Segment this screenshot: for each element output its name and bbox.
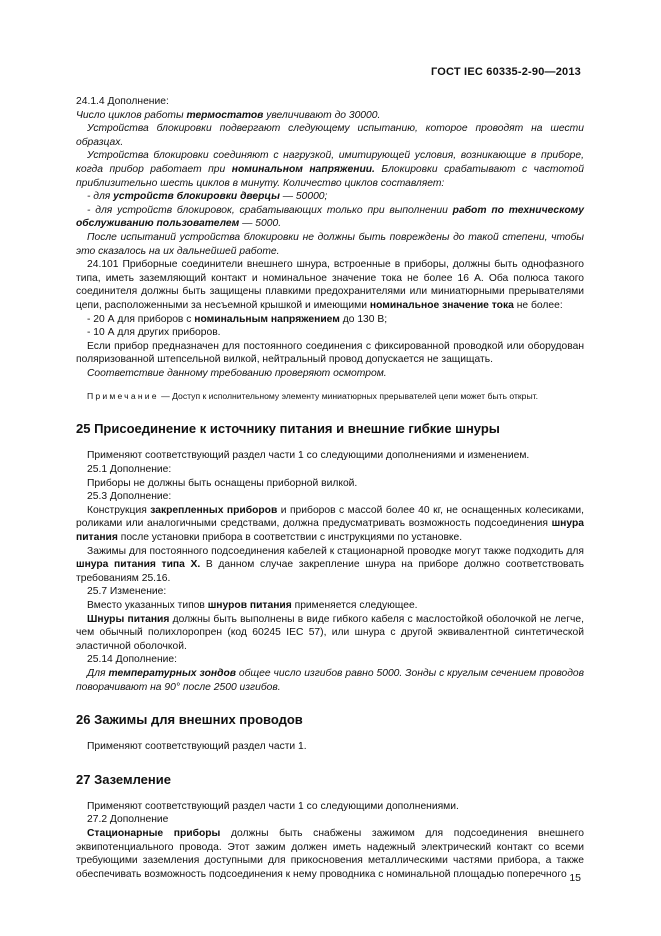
term-stationary-appliances: Стационарные приборы: [87, 827, 221, 839]
clause-25-3-text: [76, 504, 584, 545]
clause-25-14: 25.14 Дополнение:: [87, 654, 177, 666]
clause-25-3: 25.3 Дополнение:: [87, 491, 172, 503]
text-run: Блокировки срабатывают с частотой приблизительно шесть циклов в минуту. Количество циклов составляет:: [76, 163, 584, 189]
text-run: не более:: [513, 299, 563, 311]
clause-24-101: [76, 258, 584, 312]
text-run: — 50000;: [279, 191, 328, 203]
text-run: увеличивают до 30000.: [263, 109, 381, 121]
note-text: — Доступ к исполнительному элементу миниатюрных прерывателей цепи может быть открыт.: [158, 391, 538, 402]
clause-24-1-4: [76, 95, 584, 109]
text-run: после установки прибора в соответствии с инструкциями по установке.: [117, 532, 463, 544]
text-run: - для устройств блокировок, срабатывающих только при выполнении: [87, 204, 453, 216]
thermostat-cycles-para: [76, 109, 584, 123]
clause-25-7-text: [76, 599, 584, 613]
interlock-test-para: Устройства блокировки подвергают следующему испытанию, которое проводят на шести образцах.: [76, 123, 584, 148]
text-run: общее число изгибов равно 5000. Зонды с круглым сечением проводов поворачивают на 90° после 2500 изгибов.: [76, 667, 584, 693]
text-run: - 20 А для приборов с: [87, 313, 195, 325]
clause-25-14-text: [76, 667, 584, 694]
term-rated-voltage-2: номинальным напряжением: [194, 313, 340, 325]
s26-text: Применяют соответствующий раздел части 1.: [87, 741, 307, 753]
term-rated-voltage: номинальном напряжении.: [231, 163, 375, 175]
clause-27-2: 27.2 Дополнение: [87, 814, 169, 826]
after-test-para: После испытаний устройства блокировки не должны быть повреждены до такой степени, чтобы это сказалось на их дальнейшей работе.: [76, 231, 584, 257]
clause-25-1-text: Приборы не должны быть оснащены приборной вилкой.: [87, 477, 358, 489]
term-thermostats: термостатов: [186, 109, 264, 121]
term-door-interlock: устройств блокировки дверцы: [113, 191, 280, 203]
page-number: 15: [569, 872, 581, 884]
clause-25-7: 25.7 Изменение:: [87, 586, 167, 598]
text-run: применяется следующее.: [291, 600, 418, 611]
note-para: [76, 390, 584, 403]
term-fixed-appliances: закрепленных приборов: [150, 504, 278, 516]
compliance-check-para: Соответствие данному требованию проверяют осмотром.: [87, 367, 387, 379]
limit-20a-item: [76, 313, 584, 327]
text-run: Конструкция: [87, 504, 151, 516]
term-rated-current: номинальное значение тока: [369, 299, 514, 311]
text-run: Число циклов работы: [76, 109, 187, 121]
term-temperature-probes: температурных зондов: [108, 667, 236, 679]
section-25-heading: 25 Присоединение к источнику питания и внешние гибкие шнуры: [76, 421, 500, 437]
text-run: Зажимы для постоянного подсоединения кабелей к стационарной проводке могут также подходить для: [87, 545, 584, 557]
text-run: Для: [87, 667, 109, 679]
note-label: Примечание: [87, 391, 159, 402]
clause-24-1-4-label: 24.1.4 Дополнение:: [76, 96, 169, 107]
standard-header: ГОСТ IEC 60335-2-90—2013: [430, 66, 581, 78]
term-user-maintenance: работ по техническому обслуживанию пользователем: [76, 204, 585, 230]
clause-25-1: 25.1 Дополнение:: [87, 464, 172, 476]
section-27-heading: 27 Заземление: [76, 771, 171, 787]
text-run: должны быть выполнены в виде гибкого кабеля с маслостойкой оболочкой не легче, чем обычный полихлоропрен (код 60245 IEC 57), или шнура с другой эквивалентной синтетической эластичной оболочкой.: [76, 613, 584, 652]
text-run: Устройства блокировки соединяют с нагрузкой, имитирующей условия, возникающие в приборе, когда прибор работает при: [76, 150, 584, 175]
term-type-x-cord: шнура питания типа X.: [76, 559, 201, 571]
term-supply-cords-2: Шнуры питания: [87, 613, 170, 625]
page-content: [76, 95, 584, 881]
term-supply-cord: шнура питания: [76, 518, 584, 544]
clause-27-2-text: [76, 827, 584, 881]
supply-cord-spec-para: [76, 613, 584, 654]
s25-intro: Применяют соответствующий раздел части 1 со следующими дополнениями и изменением.: [87, 450, 530, 462]
door-interlock-item: [76, 190, 584, 204]
text-run: должны быть снабжены зажимом для подсоединения внешнего эквипотенциального провода. Этот зажим должен иметь надежный электрический контакт со всеми требующими заземления доступными для прикосновения металлическими частями прибора, а также обеспечивать возможность подсоединения к нему проводника с номинальной площадью поперечного: [76, 827, 584, 880]
text-run: — 5000.: [239, 218, 282, 230]
interlock-load-para: [76, 149, 584, 190]
terminals-para: [76, 545, 584, 586]
s27-intro: Применяют соответствующий раздел части 1 со следующими дополнениями.: [87, 800, 459, 812]
term-supply-cords: шнуров питания: [207, 600, 292, 611]
fixed-wiring-para: Если прибор предназначен для постоянного соединения с фиксированной проводкой или оборудован поляризованной штепсельной вилкой, нейтральный провод допускается не защищать.: [76, 340, 584, 366]
section-26-heading: 26 Зажимы для внешних проводов: [76, 712, 303, 728]
maintenance-interlock-item: [76, 204, 584, 231]
limit-10a-item: - 10 А для других приборов.: [87, 327, 221, 339]
text-run: - для: [87, 191, 114, 203]
text-run: и приборов с массой более 40 кг, не оснащенных колесиками, роликами или аналогичными средствами, должна предусматривать возможность подсоединения: [76, 504, 584, 530]
text-run: Вместо указанных типов: [87, 600, 208, 611]
text-run: В данном случае закрепление шнура на приборе должно соответствовать требованиям 25.16.: [76, 559, 584, 584]
text-run: до 130 В;: [339, 313, 388, 325]
text-run: 24.101 Приборные соединители внешнего шнура, встроенные в приборы, должны быть однофазного типа, иметь заземляющий контакт и номинальное значение тока не более 16 А. Оба полюса такого соединителя должны быть защищены плавкими предохранителями или миниатюрными прерывателями цепи, расположенными за несъемной крышкой и имеющими: [76, 259, 584, 311]
